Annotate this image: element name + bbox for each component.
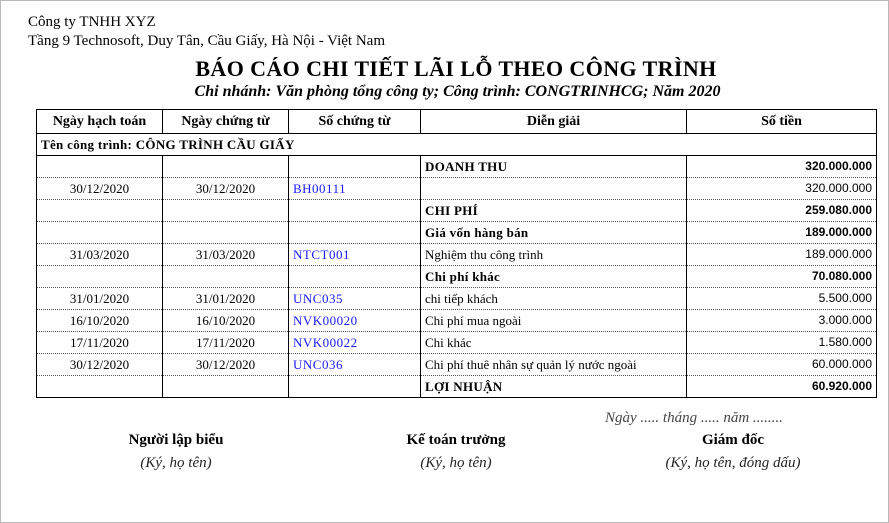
company-address: Tầng 9 Technosoft, Duy Tân, Cầu Giấy, Hà Nội - Việt Nam [28,33,386,49]
cell-voucher-no [289,376,421,398]
cell-voucher-no [289,222,421,244]
signature-role: Người lập biểu [128,432,224,448]
cell-voucher-no [289,266,421,288]
cell-voucher-date [163,376,289,398]
cell-accounting-date: 30/12/2020 [37,178,163,200]
cell-amount: 70.080.000 [687,266,877,288]
cell-description: chi tiếp khách [421,288,687,310]
table-row [37,354,877,376]
cell-voucher-no[interactable]: UNC035 [289,288,421,310]
cell-description: Chi khác [421,332,687,354]
signature-role: Kế toán trưởng [406,432,506,448]
cell-voucher-date [163,266,289,288]
cell-accounting-date [37,376,163,398]
report-subtitle: Chi nhánh: Văn phòng tổng công ty; Công trình: CONGTRINHCG; Năm 2020 [194,83,721,100]
table-row [37,244,877,266]
signature-note: (Ký, họ tên) [420,455,492,471]
cell-voucher-date: 17/11/2020 [163,332,289,354]
cell-voucher-no[interactable]: NVK00022 [289,332,421,354]
table-row [37,200,877,222]
cell-voucher-date: 30/12/2020 [163,178,289,200]
table-row [37,222,877,244]
cell-accounting-date [37,266,163,288]
cell-accounting-date: 30/12/2020 [37,354,163,376]
cell-amount: 320.000.000 [687,156,877,178]
signature-director [633,432,833,472]
cell-voucher-no[interactable]: NTCT001 [289,244,421,266]
signature-preparer [96,432,256,472]
table-row [37,376,877,398]
cell-accounting-date: 17/11/2020 [37,332,163,354]
table-row [37,156,877,178]
cell-description: CHI PHÍ [421,200,687,222]
profit-loss-table [36,109,877,398]
header-amount: Số tiền [687,110,877,134]
cell-amount: 3.000.000 [687,310,877,332]
cell-voucher-date: 31/01/2020 [163,288,289,310]
cell-description: LỢI NHUẬN [421,376,687,398]
cell-voucher-no[interactable]: NVK00020 [289,310,421,332]
cell-voucher-no[interactable]: BH00111 [289,178,421,200]
cell-voucher-no [289,156,421,178]
cell-voucher-date: 16/10/2020 [163,310,289,332]
cell-amount: 189.000.000 [687,222,877,244]
cell-amount: 259.080.000 [687,200,877,222]
signature-note: (Ký, họ tên, đóng dấu) [665,455,801,471]
cell-accounting-date: 31/01/2020 [37,288,163,310]
table-row [37,332,877,354]
cell-voucher-date [163,222,289,244]
cell-amount: 60.000.000 [687,354,877,376]
project-label: Tên công trình: CÔNG TRÌNH CẦU GIẤY [37,134,877,156]
table-row [37,266,877,288]
cell-voucher-date: 30/12/2020 [163,354,289,376]
signature-note: (Ký, họ tên) [140,455,212,471]
cell-accounting-date [37,200,163,222]
cell-accounting-date: 16/10/2020 [37,310,163,332]
header-description: Diễn giải [421,110,687,134]
company-name: Công ty TNHH XYZ [28,14,156,30]
cell-voucher-date [163,156,289,178]
table-row [37,310,877,332]
cell-description: Chi phí mua ngoài [421,310,687,332]
signature-role: Giám đốc [701,432,765,448]
cell-accounting-date [37,156,163,178]
cell-amount: 320.000.000 [687,178,877,200]
cell-voucher-no[interactable]: UNC036 [289,354,421,376]
header-voucher-no: Số chứng từ [289,110,421,134]
cell-voucher-date: 31/03/2020 [163,244,289,266]
header-accounting-date: Ngày hạch toán [37,110,163,134]
cell-amount: 5.500.000 [687,288,877,310]
cell-accounting-date [37,222,163,244]
cell-amount: 189.000.000 [687,244,877,266]
table-header-row [37,110,877,134]
cell-description: Chi phí thuê nhân sự quản lý nước ngoài [421,354,687,376]
date-line: Ngày ..... tháng ..... năm ........ [605,410,783,426]
cell-voucher-no [289,200,421,222]
cell-amount: 60.920.000 [687,376,877,398]
cell-description: DOANH THU [421,156,687,178]
signature-chief-accountant [376,432,536,472]
table-row [37,178,877,200]
cell-voucher-date [163,200,289,222]
cell-description: Nghiệm thu công trình [421,244,687,266]
cell-description [421,178,687,200]
cell-description: Giá vốn hàng bán [421,222,687,244]
cell-description: Chi phí khác [421,266,687,288]
header-voucher-date: Ngày chứng từ [163,110,289,134]
project-row [37,134,877,156]
table-row [37,288,877,310]
cell-amount: 1.580.000 [687,332,877,354]
report-title: BÁO CÁO CHI TIẾT LÃI LỖ THEO CÔNG TRÌNH [195,56,717,81]
cell-accounting-date: 31/03/2020 [37,244,163,266]
